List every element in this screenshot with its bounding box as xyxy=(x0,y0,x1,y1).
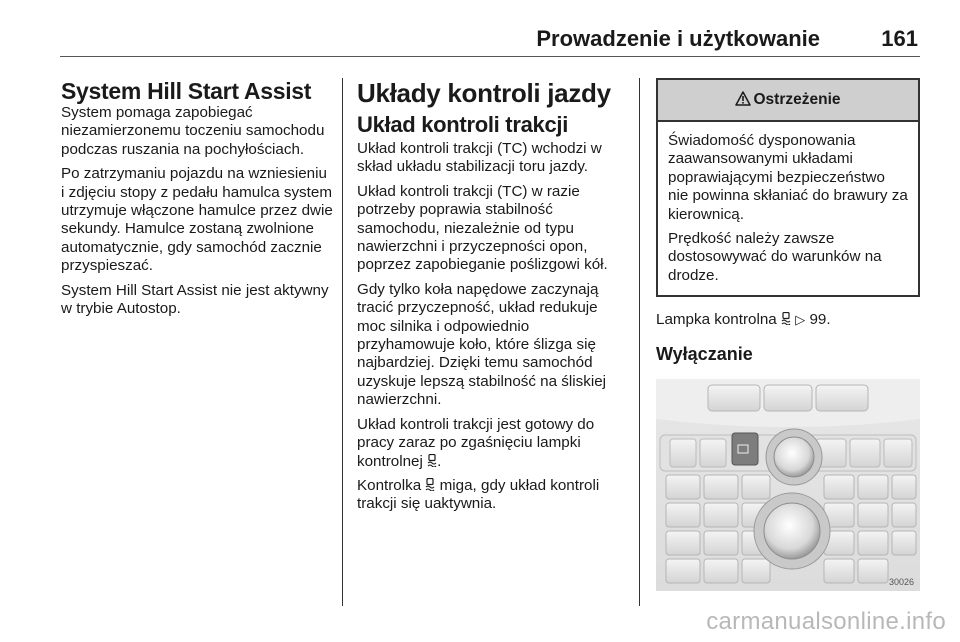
traction-control-icon xyxy=(781,312,791,325)
watermark: carmanualsonline.info xyxy=(706,608,946,635)
column-divider xyxy=(639,78,640,606)
console-figure xyxy=(656,379,920,591)
column-divider xyxy=(342,78,343,606)
paragraph: Układ kontroli trakcji (TC) w razie potrzeby poprawia stabilność samochodu, niezależnie od typu nawierzchni i przyczepności opon, poprzez zapobieganie poślizgowi kół. xyxy=(357,182,608,274)
header-title: Prowadzenie i użytkowanie xyxy=(536,26,820,51)
traction-control-icon xyxy=(425,478,435,491)
warning-paragraph: Prędkość należy zawsze dostosowywać do warunków na drodze. xyxy=(668,230,882,284)
page-header xyxy=(60,12,920,57)
column-traction-control xyxy=(357,78,629,520)
paragraph: System pomaga zapobiegać niezamierzonemu toczeniu samochodu podczas ruszania na pochyłościach. xyxy=(61,104,325,158)
page-number: 161 xyxy=(881,26,918,51)
warning-title: Ostrzeżenie xyxy=(658,80,918,122)
page-reference-icon: ▷ xyxy=(795,312,806,328)
traction-control-icon xyxy=(427,454,437,467)
column-warning xyxy=(656,78,920,591)
figure-label: 30026 xyxy=(888,576,914,587)
warning-box xyxy=(656,78,920,297)
paragraph: Po zatrzymaniu pojazdu na wzniesieniu i zdjęciu stopy z pedału hamulca system utrzymuje włączone hamulce przez dwie sekundy. Hamulce zostaną zwolnione automatycznie, gdy samochód zacznie przyspieszać. xyxy=(61,165,333,275)
paragraph: Układ kontroli trakcji (TC) wchodzi w skład układu stabilizacji toru jazdy. xyxy=(357,140,602,176)
warning-paragraph: Świadomość dysponowania zaawansowanymi układami poprawiającymi bezpieczeństwo nie powinna skłaniać do brawury za kierownicą. xyxy=(668,132,908,223)
paragraph: Gdy tylko koła napędowe zaczynają tracić przyczepność, układ redukuje moc silnika i odpowiednio przyhamowuje koło, które ślizga się najbardziej. Dzięki temu samochód uzyskuje lepszą stabilność na śliskiej nawierzchni. xyxy=(357,280,607,409)
lamp-reference: Lampka kontrolna ▷ 99. xyxy=(656,311,831,329)
traction-control-subheading: Układ kontroli trakcji xyxy=(357,112,569,137)
paragraph: System Hill Start Assist nie jest aktywny w trybie Autostop. xyxy=(61,281,329,318)
paragraph: Układ kontroli trakcji jest gotowy do pracy zaraz po zgaśnięciu lampki kontrolnej . xyxy=(357,415,595,470)
warning-body xyxy=(658,122,918,295)
column-hill-start-assist xyxy=(61,78,333,324)
center-console-illustration xyxy=(656,379,920,591)
warning-triangle-icon xyxy=(735,91,751,106)
driving-control-heading: Układy kontroli jazdy xyxy=(357,78,611,108)
switching-off-heading: Wyłączanie xyxy=(656,343,753,364)
hill-start-heading: System Hill Start Assist xyxy=(61,78,312,104)
paragraph: Kontrolka miga, gdy układ kontroli trakcji się uaktywnia. xyxy=(357,476,600,513)
